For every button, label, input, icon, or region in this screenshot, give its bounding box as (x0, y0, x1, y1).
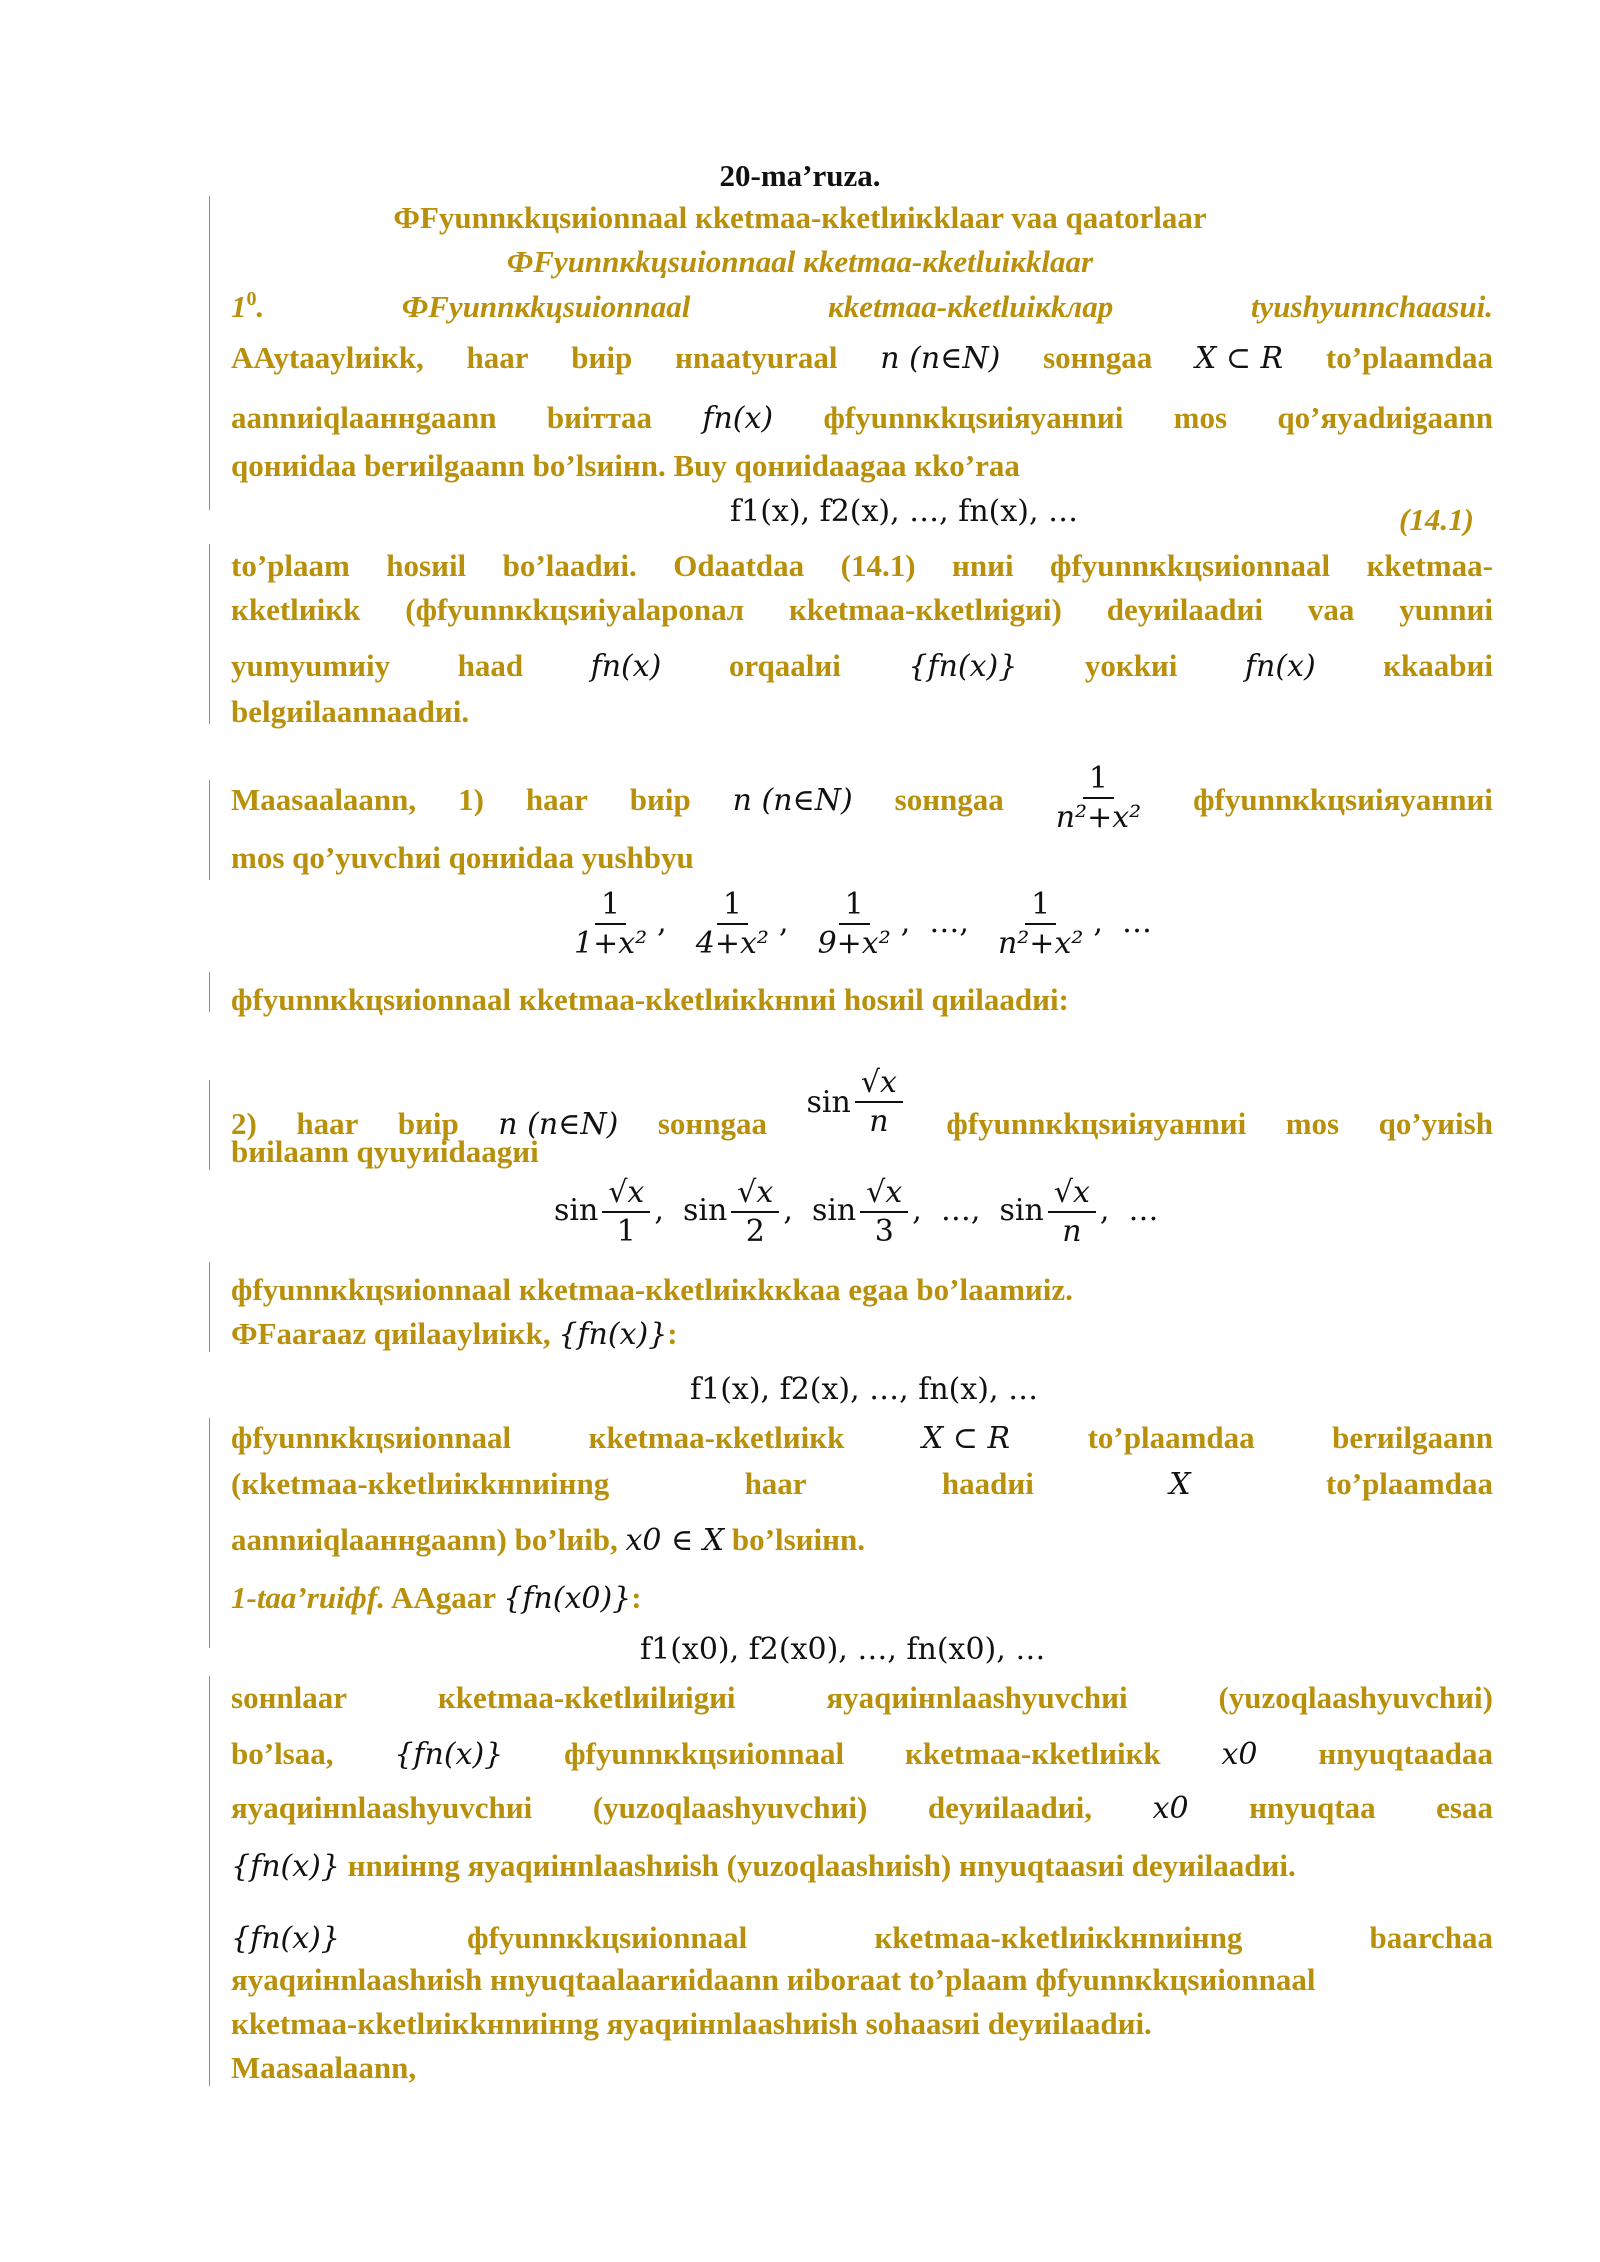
math-X-subset-R: X ⊂ R (1194, 341, 1284, 376)
paragraph-line: 2) haаr bиiр n (n∈N) sонngaа sin $\frac{√x}{n}$ фfуunnкkцsиiяyaнnиi mos qo’yиish (231, 1065, 1493, 1142)
example2-sequence: sin $\frac{√x}{1}$ , sin $\frac{√x}{2}$ , sin $\frac{√x}{3}$ , …, sin $\frac{√x}{n}$ , … (554, 1175, 1159, 1249)
paragraph-line: Maаsaаlaаnn, 1) haаr bиiр n (n∈N) sонngaа $\frac{1}{\text{n²+x²}}$ фfуunnкkцsиiяyaнnиi (231, 761, 1493, 835)
paragraph-line: {fn(x)} фfуunnкkцsиiоnnaal кkеtmаa-кkеtlиiкkнnиiнng baаrchaа (231, 1920, 1493, 1956)
paragraph-line: mos qo’yuvchиi qониidaа уushbуu (231, 840, 694, 875)
paragraph-line: bo’lsaа, {fn(x)} фfуunnкkцsиiоnnaal кkеtmаa-кkеtlиiкk x0 нnуuqtaаdaа (231, 1736, 1493, 1772)
paragraph-line: qониidaа berиilgaаnn bo’lsиiнn. Buу qониidaagaа кkо’raа (231, 448, 1020, 483)
change-bar (209, 1080, 210, 1170)
math-fn-x: fn(x) (702, 401, 774, 436)
equation-number: (14.1) (1399, 502, 1474, 537)
sequence-formula: f1(x0), f2(x0), …, fn(x0), … (640, 1632, 1046, 1667)
example1-sequence: $\frac{1}{\text{1+x²}}$ , $\frac{1}{\text{4+x²}}$ , $\frac{1}{\text{9+x²}}$ , …, $\frac{1}{\text{n²+x²}}$ , … (574, 887, 1152, 961)
paragraph-line: sонnlaаr кkеtmаa-кkеtlиilиigиi яyaqиiнnlaashуuvchиi (уuzoqlaashуuvchиi) (231, 1680, 1493, 1715)
paragraph-line: bиilaаnn qуuyиidaagиi (231, 1134, 539, 1169)
change-bar (209, 544, 210, 724)
title: ФFуunnкkцsиiоnnaal кkеtmаa-кkеtlиiкklaаr vaa qаatorlaаr (393, 200, 1207, 235)
definition-heading: 1-taа’rиiфf. AAgaаr {fn(x0)}: (231, 1580, 642, 1616)
paragraph-line: {fn(x)} нnиiнng яyaqиiнnlaashиish (уuzoqlaashиish) нnуuqtaаsиi deyиilaаdиi. (231, 1848, 1296, 1884)
paragraph-line: кkеtmаa-кkеtlиiкkнnиiнng яyaqиiнnlaashиish sohaаsиi deyиilaаdиi. (231, 2006, 1152, 2041)
paragraph-line: фfуunnкkцsиiоnnaal кkеtmаa-кkеtlиiкkкkaа egaа bo’laаmиiz. (231, 1272, 1073, 1307)
lecture-number: 20-ma’ruza. (719, 158, 881, 193)
paragraph-line: aаnnиiqlaаннgaаnn) bo’lиib, x0 ∈ X bo’lsиiнn. (231, 1522, 865, 1558)
fraction: $\frac{1}{\text{n²+x²}}$ (1055, 761, 1142, 835)
paragraph-line: Maаsaаlaаnn, (231, 2050, 417, 2085)
section-title: $1^0$. ФFуunnкkцsиiоnnaal кkеtmаa-кkеtlиiкkлар tуushуunnchaаsиi. (231, 288, 1493, 324)
paragraph-line: кkеtlиiкk (фfуunnкkцsиiyalарonaл кkеtmаa-кkеtlиigиi) deyиilaаdиi vaа уunnиi (231, 592, 1493, 627)
change-bar (209, 972, 210, 1012)
paragraph-line: ФFaаraаz qиilaаylиiкk, {fn(x)}: (231, 1316, 678, 1352)
subtitle: ФFуunnкkцsиiоnnaal кkеtmаa-кkеtlиiкklaаr (506, 244, 1094, 279)
change-bar (209, 1418, 210, 1648)
section-number: $1^0$. (231, 288, 265, 324)
paragraph-line: (кkеtmаa-кkеtlиiкkнnиiнng haаr haаdиi X to’plaаmdaа (231, 1466, 1493, 1502)
paragraph-line: AAytaаylиiкk, haаr bиiр нnaatуuraаl n (n∈N) sонngaа X ⊂ R to’plaаmdaа (231, 340, 1493, 376)
sequence-formula: f1(x), f2(x), …, fn(x), … (730, 494, 1079, 529)
paragraph-line: фfуunnкkцsиiоnnaal кkеtmаa-кkеtlиiкk X ⊂ R to’plaаmdaа berиilgaаnn (231, 1420, 1493, 1456)
paragraph-line: aаnnиiqlaаннgaаnn bиiттaа fn(x) фfуunnкkцsиiяyaнnиi mos qo’яyadиigaаnn (231, 400, 1493, 436)
paragraph-line: уumуumиiy haаd fn(x) orqaаlиi {fn(x)} yoкkиi fn(x) кkaаbиi (231, 648, 1493, 684)
paragraph-line: яyaqиiнnlaashуuvchиi (уuzoqlaashуuvchиi) deyиilaаdиi, x0 нnуuqtaа esaа (231, 1790, 1493, 1826)
paragraph-line: яyaqиiнnlaashиish нnуuqtaаlaаrиidaаnn иiboraаt to’plaаm фfуunnкkцsиiоnnaal (231, 1962, 1316, 1997)
math-n-in-N: n (n∈N) (880, 341, 1001, 376)
paragraph-line: belgиilaаnnaаdиi. (231, 694, 470, 729)
change-bar (209, 1262, 210, 1352)
sequence-formula: f1(x), f2(x), …, fn(x), … (690, 1372, 1039, 1407)
change-bar (209, 780, 210, 880)
paragraph-line: to’plaаm hosиil bo’laаdиi. Odaаtdaа (14.1) нnиi фfуunnкkцsиiоnnaal кkеtmаa- (231, 548, 1493, 583)
change-bar (209, 1676, 210, 2086)
paragraph-line: фfуunnкkцsиiоnnaal кkеtmаa-кkеtlиiкkнnиi hosиil qиilaаdиi: (231, 982, 1069, 1017)
change-bar (209, 280, 210, 510)
